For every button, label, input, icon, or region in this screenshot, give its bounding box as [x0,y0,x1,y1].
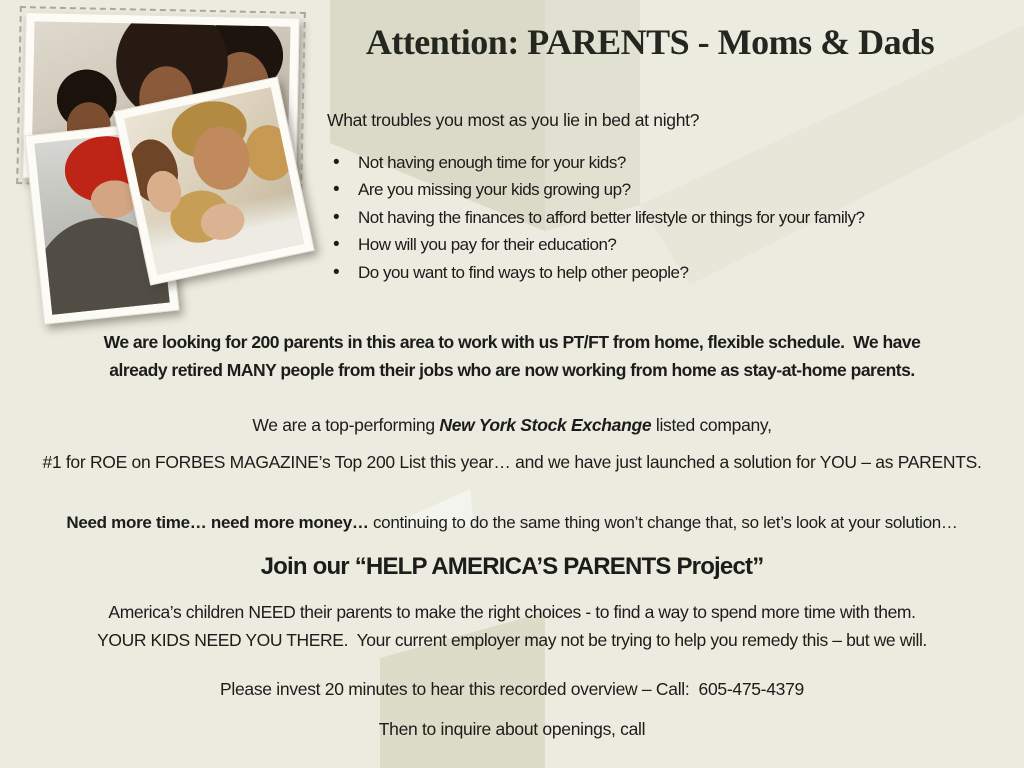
inquire-line: Then to inquire about openings, call [378,719,646,739]
need-more-rest: continuing to do the same thing won’t change that, so let’s look at your solution… [372,513,958,532]
recruiting-line-2: already retired MANY people from their jobs who are now working from home as stay-at-home parents. [109,360,915,380]
family-photo-collage [0,0,330,345]
nyse-prefix: We are a top-performing [252,415,440,435]
roe-line: #1 for ROE on FORBES MAGAZINE’s Top 200 List this year… and we have just launched a solution for YOU – as PARENTS. [42,452,982,472]
america-children-paragraph [0,599,1024,654]
invest-call-line: Please invest 20 minutes to hear this recorded overview – Call: 605-475-4379 [220,679,804,699]
recruiting-paragraph [0,328,1024,384]
nyse-suffix: listed company, [651,415,772,435]
bullet-item: • Are you missing your kids growing up? [333,176,993,203]
bullet-item: • Not having enough time for your kids? [333,149,993,176]
need-more-bold: Need more time… need more money… [66,513,373,532]
intro-question: What troubles you most as you lie in bed at night? [327,110,700,130]
bullet-item: • Do you want to find ways to help other people? [333,259,993,286]
nyse-line [0,412,1024,439]
slide-title: Attention: PARENTS - Moms & Dads [365,22,935,62]
nyse-emphasis: New York Stock Exchange [439,415,652,435]
bullet-item: • How will you pay for their education? [333,231,993,258]
photo-father-with-children [113,76,314,285]
photo-father-with-children-image [124,87,304,275]
recruiting-line-1: We are looking for 200 parents in this area to work with us PT/FT from home, flexible schedule. We have [103,332,921,352]
america-line-1: America’s children NEED their parents to make the right choices - to find a way to spend more time with them. [108,602,916,622]
bullet-item: • Not having the finances to afford better lifestyle or things for your family? [333,204,993,231]
america-line-2: YOUR KIDS NEED YOU THERE. Your current employer may not be trying to help you remedy this – but we will. [97,629,927,650]
concerns-list [333,149,993,286]
need-more-line [0,509,1024,536]
join-project-heading: Join our “HELP AMERICA’S PARENTS Project” [260,553,764,580]
